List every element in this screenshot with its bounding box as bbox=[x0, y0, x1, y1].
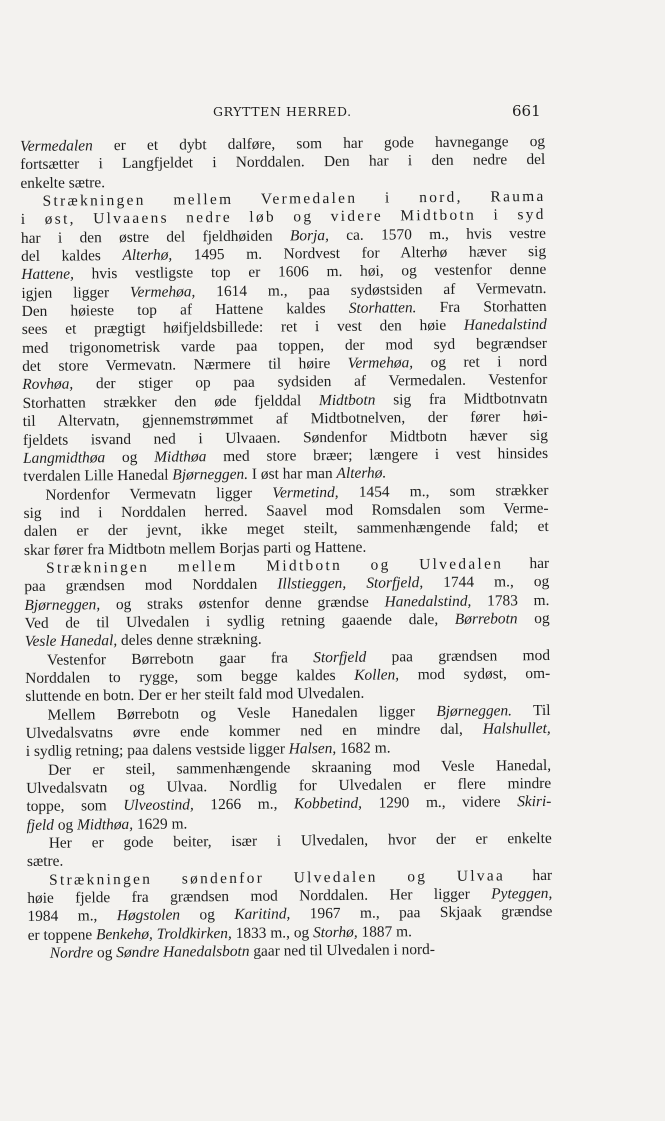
paragraph bbox=[25, 647, 551, 707]
place-name: Høgstolen bbox=[116, 906, 181, 925]
place-name: Langmidthøa bbox=[22, 449, 106, 467]
text-run: gaar ned til Ulvedalen i nord- bbox=[249, 941, 436, 960]
place-name: Vermedalen bbox=[20, 137, 93, 155]
text-run: til Altervatn, gjennemstrømmet af Midtbotnelven, der fører høi- bbox=[22, 408, 548, 431]
text-run: tverdalen Lille Hanedal bbox=[23, 466, 173, 486]
place-name: Nordre bbox=[49, 944, 94, 962]
text-run: Norddalen to rygge, som begge kaldes bbox=[25, 666, 355, 687]
text-run: og bbox=[53, 816, 78, 834]
text-run: 1984 m., bbox=[27, 907, 117, 926]
text-run: Til bbox=[511, 701, 551, 719]
text-run: har bbox=[505, 866, 553, 885]
text-run: 1887 m. bbox=[357, 923, 413, 941]
text-run: Ved de til Ulvedalen i sydlig retning gaaende dale, bbox=[24, 610, 455, 632]
place-name: Vermehøa, bbox=[129, 283, 196, 301]
text-run: 1266 m., bbox=[193, 795, 295, 814]
text-run: Vestenfor Børrebotn gaar fra bbox=[46, 648, 314, 669]
text-run: fjeldets isvand ned i Ulvaaen. Søndenfor Midtbotn hæver sig bbox=[22, 426, 548, 449]
text-run: Strækningen mellem Vermedalen i nord, Rauma bbox=[42, 187, 546, 210]
text-run: Strækningen søndenfor Ulvedalen og Ulvaa bbox=[49, 867, 506, 889]
place-name: Storfjeld bbox=[313, 648, 367, 666]
paragraph bbox=[27, 830, 552, 872]
text-run: 1682 m. bbox=[336, 739, 391, 758]
text-run: 1454 m., som strækker bbox=[338, 481, 549, 501]
text-run: paa grændsen mod bbox=[366, 646, 551, 666]
text-run: deles denne strækning. bbox=[117, 630, 262, 650]
paragraph bbox=[21, 188, 549, 487]
place-name: Børrebotn bbox=[454, 610, 518, 628]
text-run: 1629 m. bbox=[132, 815, 188, 833]
text-run: i sydlig retning; paa dalens vestside ligger bbox=[25, 740, 289, 761]
text-run: og bbox=[105, 448, 155, 467]
text-run: ca. 1570 m., hvis vestre bbox=[328, 224, 547, 244]
text-run: og bbox=[93, 944, 117, 962]
text-run: mod sydøst, om- bbox=[398, 664, 551, 684]
place-name: Storhatten. bbox=[348, 299, 417, 317]
text-run: har i den østre del fjeldhøiden bbox=[20, 227, 291, 247]
paragraph bbox=[27, 867, 553, 945]
text-run: Fra Storhatten bbox=[416, 298, 547, 317]
place-name: Pyteggen, bbox=[491, 885, 553, 903]
place-name: Halshullet, bbox=[482, 719, 551, 738]
text-run: sees et prægtigt høifjeldsbillede: ret i vest den høie bbox=[21, 317, 464, 339]
paragraph bbox=[25, 702, 551, 762]
text-run: med trigonometrisk varde paa toppen, der mod syd begrændser bbox=[21, 334, 548, 357]
place-name: Midthøa bbox=[154, 448, 207, 466]
place-name: Alterhø. bbox=[336, 464, 387, 483]
place-name: Midthøa, bbox=[76, 815, 134, 834]
text-run: fortsætter i Langfjeldet i Norddalen. Den har i den nedre del bbox=[20, 151, 546, 174]
text-run: med store bræer; længere i vest hinsides bbox=[206, 444, 549, 466]
text-run: Ulvedalsvatn og Ulvaa. Nordlig for Ulvedalen er flere mindre bbox=[26, 774, 552, 798]
text-run: Storhatten strækker den øde fjelddal bbox=[22, 391, 320, 412]
text-run: og straks østenfor denne grændse bbox=[100, 593, 385, 613]
paragraph bbox=[24, 555, 550, 652]
place-name: Midtbotn bbox=[318, 391, 376, 409]
text-run: toppe, som bbox=[26, 797, 124, 816]
paragraph bbox=[26, 757, 552, 835]
text-run: Strækningen mellem Midtbotn og Ulvedalen bbox=[46, 555, 504, 577]
place-name: Vermehøa, bbox=[347, 354, 414, 372]
text-run: sætre. bbox=[26, 853, 64, 871]
text-run: skar fører fra Midtbotn mellem Borjas parti og Hattene. bbox=[23, 538, 367, 559]
page-number: 661 bbox=[512, 102, 541, 120]
text-run: 1967 m., paa Skjaak grændse bbox=[290, 903, 553, 923]
place-name: Borja, bbox=[289, 226, 329, 245]
place-name: fjeld bbox=[26, 816, 55, 834]
text-run: sig fra Midtbotnvatn bbox=[375, 389, 548, 409]
body-text bbox=[20, 133, 553, 963]
place-name: Kobbetind, bbox=[293, 795, 363, 813]
text-run: Her er gode beiter, især i Ulvedalen, hvor der er enkelte bbox=[48, 829, 552, 852]
paragraph bbox=[20, 133, 546, 193]
text-run: sig ind i Norddalen herred. Saavel mod Romsdalen som Verme- bbox=[23, 499, 549, 522]
text-run: 1614 m., paa sydøstsiden af Vermevatn. bbox=[195, 279, 547, 301]
text-run: er toppene bbox=[27, 926, 97, 944]
text-run: har bbox=[503, 554, 550, 573]
text-run: det store Vermevatn. Nærmere til høire bbox=[22, 354, 348, 376]
text-run: Mellem Børrebotn og Vesle Hanedalen ligger bbox=[47, 702, 437, 724]
text-run: dalen er der jevnt, ikke meget steilt, sammenhængende fald; et bbox=[23, 518, 549, 541]
paragraph bbox=[23, 481, 549, 559]
place-name: Bjørneggen, bbox=[24, 595, 101, 614]
place-name: Illstieggen, Storfjeld, bbox=[277, 574, 424, 593]
text-run: og bbox=[517, 609, 550, 628]
text-run: og ret i nord bbox=[413, 353, 548, 372]
text-line bbox=[28, 940, 553, 963]
place-name: Bjørneggen. bbox=[436, 701, 513, 720]
place-name: Vermetind, bbox=[272, 483, 339, 502]
place-name: Vesle Hanedal, bbox=[24, 632, 118, 651]
place-name: Alterhø, bbox=[122, 246, 173, 265]
text-run: 1290 m., videre bbox=[361, 793, 518, 813]
text-run: og bbox=[179, 906, 235, 924]
place-name: Hanedalstind, bbox=[384, 592, 472, 611]
text-run: Der er steil, sammenhængende skraaning mod Vesle Hanedal, bbox=[47, 756, 552, 779]
text-run: sluttende en botn. Der er her steilt fald mod Ulvedalen. bbox=[25, 685, 365, 706]
text-run: er et dybt dalføre, som har gode havnegange og bbox=[92, 132, 546, 155]
text-run: 1744 m., og bbox=[423, 573, 550, 592]
text-run: 1833 m., og bbox=[231, 924, 314, 942]
running-header bbox=[0, 104, 665, 124]
place-name: Karitind, bbox=[234, 905, 291, 924]
place-name: Ulveostind, bbox=[123, 796, 194, 815]
text-run: Ulvedalsvatns øvre ende kommer ned en mindre dal, bbox=[25, 720, 483, 742]
text-run: hvis vestligste top er 1606 m. høi, og vestenfor denne bbox=[73, 261, 547, 283]
place-name: Kollen, bbox=[354, 666, 400, 684]
text-run: høie fjelde fra grændsen mod Norddalen. Her ligger bbox=[27, 885, 492, 908]
place-name: Rovhøa, bbox=[22, 375, 74, 394]
place-name: Hattene, bbox=[21, 265, 74, 284]
place-name: Benkehø, Troldkirken, bbox=[95, 924, 232, 944]
place-name: Storhø, bbox=[312, 923, 358, 942]
paragraph bbox=[28, 940, 553, 963]
place-name: Skiri- bbox=[517, 793, 552, 811]
place-name: Halsen, bbox=[288, 740, 337, 758]
text-run: I øst har man bbox=[247, 465, 337, 484]
text-run: 1495 m. Nordvest for Alterhø hæver sig bbox=[172, 243, 547, 264]
text-run: enkelte sætre. bbox=[20, 173, 106, 192]
text-run: igjen ligger bbox=[21, 283, 131, 302]
header-title: GRYTTEN HERRED. bbox=[213, 104, 352, 119]
text-run: Nordenfor Vermevatn ligger bbox=[45, 484, 273, 504]
place-name: Bjørneggen. bbox=[172, 466, 249, 484]
text-run: i øst, Ulvaaens nedre løb og videre Midtbotn i syd bbox=[20, 206, 546, 229]
text-run: del kaldes bbox=[21, 247, 123, 266]
text-run: paa grændsen mod Norddalen bbox=[24, 575, 278, 596]
text-run: der stiger op paa sydsiden af Vermedalen. Vestenfor bbox=[73, 371, 548, 393]
place-name: Hanedalstind bbox=[463, 316, 547, 335]
text-run: Den høieste top af Hattene kaldes bbox=[21, 299, 349, 321]
text-run: 1783 m. bbox=[471, 591, 550, 610]
place-name: Søndre Hanedalsbotn bbox=[116, 942, 250, 962]
